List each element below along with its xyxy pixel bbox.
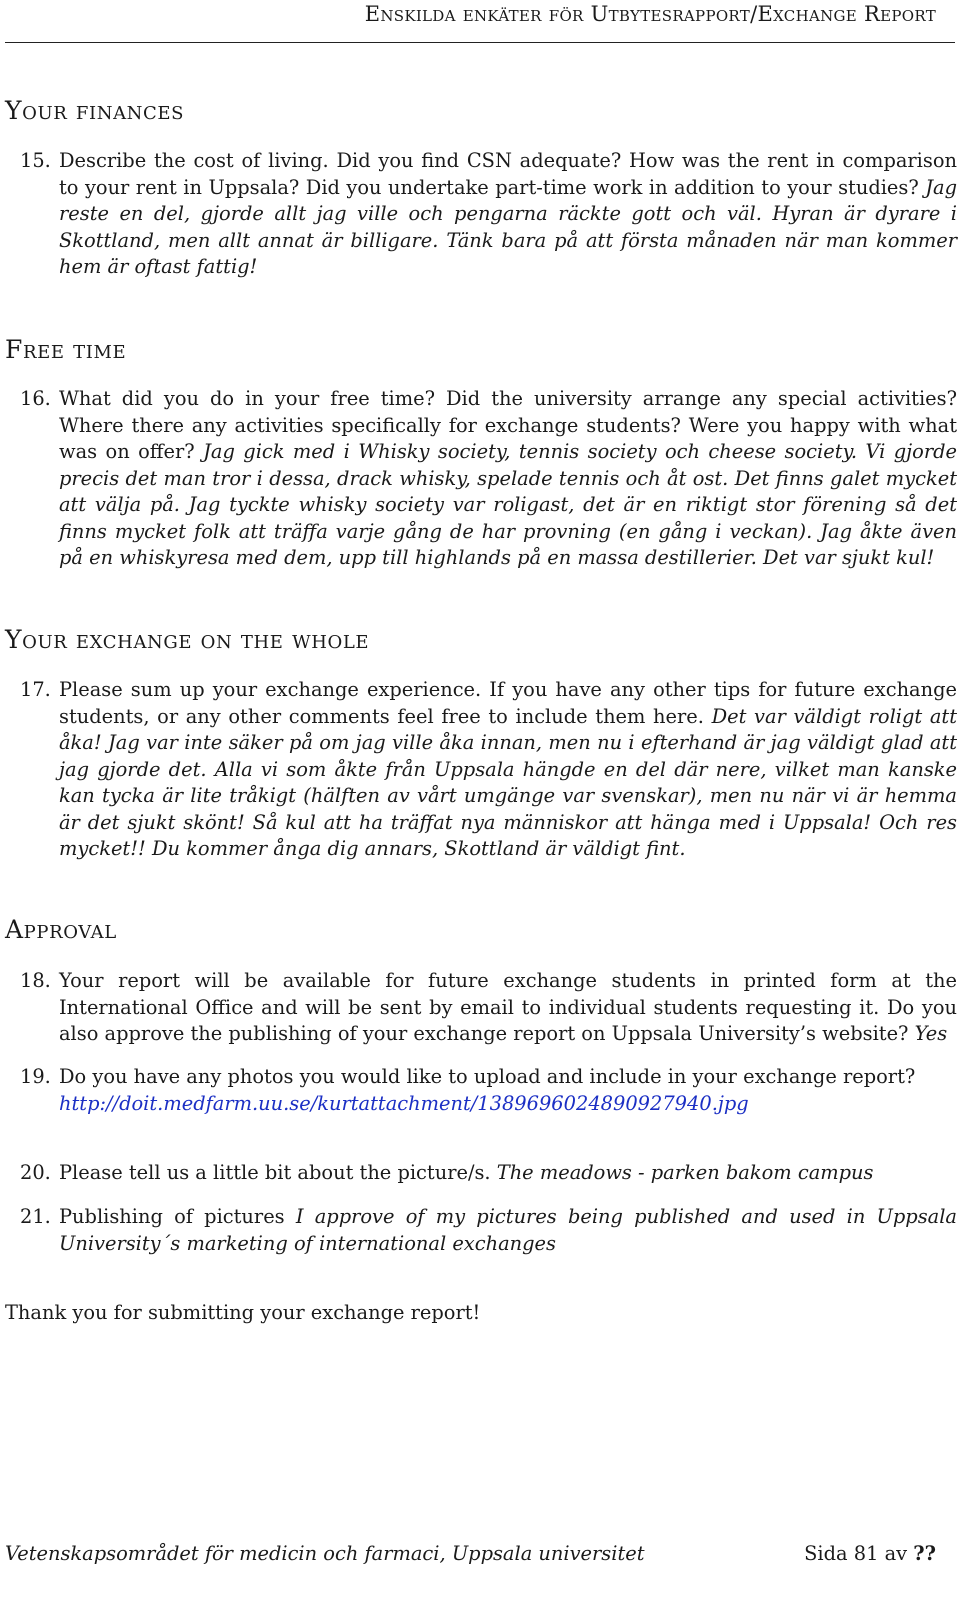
question-number: 15. [20,149,51,172]
running-head: Enskilda enkäter för Utbytesrapport/Exchange Report [364,2,936,26]
thank-you-note: Thank you for submitting your exchange report! [5,1301,481,1324]
question-21 [20,1204,957,1257]
question-number: 21. [20,1205,51,1228]
question-number: 17. [20,678,51,701]
section-title-approval: Approval [5,915,117,944]
question-number: 20. [20,1161,51,1184]
answer-text: Jag reste en del, gjorde allt jag ville och pengarna räckte gott och väl. Hyran är dyrare i Skottland, men allt annat är billigare. Tänk bara på att första månaden när man kommer hem är oftast fattig! [59,175,957,278]
photo-link[interactable]: http://doit.medfarm.uu.se/kurtattachment/1389696024890927940.jpg [59,1091,749,1115]
section-title-finances: Your finances [5,96,185,125]
answer-text: I approve of my pictures being published and used in Uppsala University´s marketing of international exchanges [59,1205,957,1255]
answer-text: The meadows - parken bakom campus [496,1161,874,1184]
question-15 [20,148,957,281]
question-text: Your report will be available for future exchange students in printed form at the International Office and will be sent by email to individual students requesting it. Do you also approve the publishing of your exchange report on Uppsala University’s website? [59,969,957,1045]
header-rule [5,42,955,43]
question-17 [20,677,957,863]
section-title-exchange-whole: Your exchange on the whole [5,625,370,654]
question-18 [20,968,957,1048]
section-title-free-time: Free time [5,335,127,364]
question-20 [20,1160,957,1187]
answer-text: Yes [914,1022,948,1045]
question-text: Publishing of pictures [59,1205,285,1228]
question-text: Please tell us a little bit about the picture/s. [59,1161,491,1184]
question-text: Do you have any photos you would like to upload and include in your exchange report? [59,1065,916,1088]
answer-text: Det var väldigt roligt att åka! Jag var inte säker på om jag ville åka innan, men nu i efterhand är jag väldigt glad att jag gjorde det. Alla vi som åkte från Uppsala hängde en del där nere, vilket man kanske kan tycka är lite tråkigt (hälften av vårt umgänge var svenskar), men nu när vi är hemma är det sjukt skönt! Så kul att ha träffat nya människor att hänga med i Uppsala! Och res mycket!! Du kommer ånga dig annars, Skottland är väldigt fint. [59,704,957,860]
answer-text: Jag gick med i Whisky society, tennis society och cheese society. Vi gjorde precis det man tror i dessa, drack whisky, spelade tennis och åt ost. Det finns galet mycket att välja på. Jag tyckte whisky society var roligast, det är en riktigt stor förening så det finns mycket folk att träffa varje gång de har provning (en gång i veckan). Jag åkte även på en whiskyresa med dem, upp till highlands på en massa destillerier. Det var sjukt kul! [59,440,957,569]
page-number [804,1542,936,1565]
page-label: Sida 81 av [804,1542,908,1565]
page-total: ?? [913,1542,936,1565]
question-16 [20,386,957,572]
question-text: What did you do in your free time? Did the university arrange any special activities? Where there any activities specifically for exchange students? Were you happy with what was on offer? [59,387,957,463]
footer-institution: Vetenskapsområdet för medicin och farmaci, Uppsala universitet [5,1542,645,1565]
question-text: Please sum up your exchange experience. If you have any other tips for future exchange students, or any other comments feel free to include them here. [59,678,957,728]
question-text: Describe the cost of living. Did you find CSN adequate? How was the rent in comparison to your rent in Uppsala? Did you undertake part-time work in addition to your studies? [59,149,957,199]
question-number: 18. [20,969,51,992]
question-19 [20,1064,957,1117]
question-number: 19. [20,1065,51,1088]
question-number: 16. [20,387,51,410]
